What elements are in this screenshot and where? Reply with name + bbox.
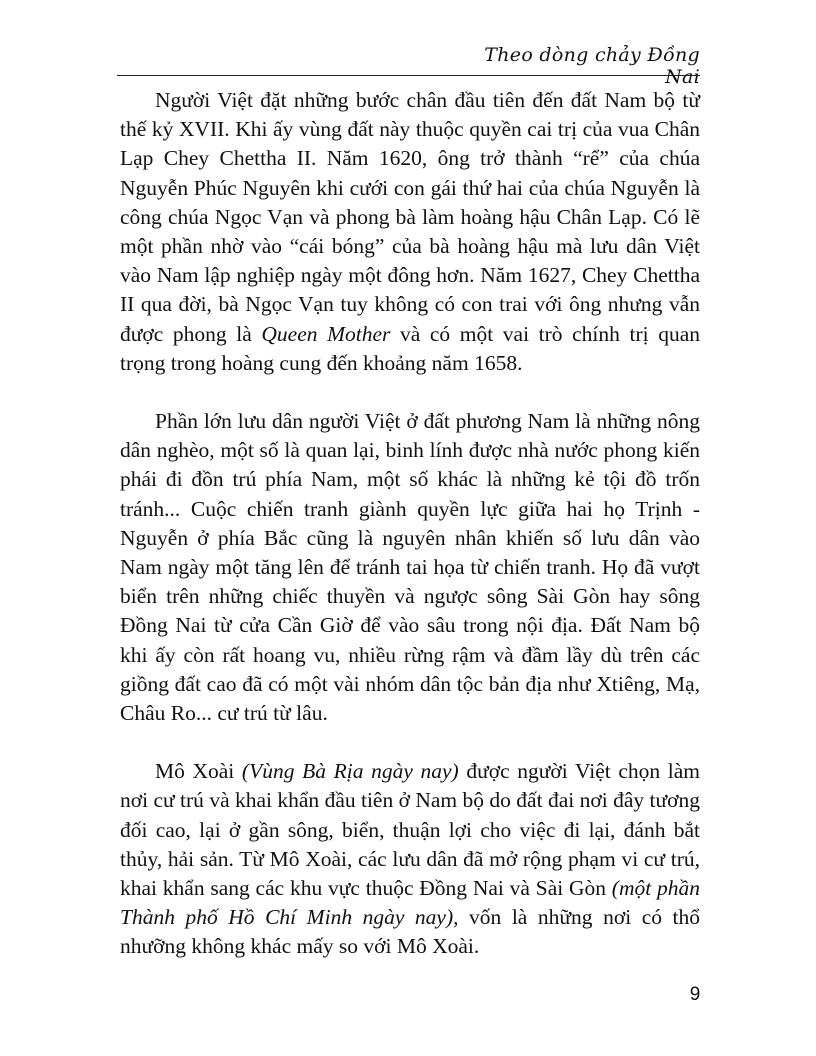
- paragraph-3-text-mid: được người Việt chọn làm nơi cư trú và khai khẩn đầu tiên ở Nam bộ do đất đai nơi đây tương đối cao, lại ở gần sông, biển, thuận lợi cho việc đi lại, đánh bắt thủy, hải sản. Từ Mô Xoài, các lưu dân đã mở rộng phạm vi cư trú, khai khẩn sang các khu vực thuộc Đồng Nai và Sài Gòn: [120, 759, 701, 901]
- paragraph-3-italic-note-ba-ria: (Vùng Bà Rịa ngày nay): [241, 759, 459, 784]
- paragraph-1-italic-queen-mother: Queen Mother: [261, 321, 391, 346]
- body-text: [120, 86, 700, 962]
- paragraph-3: [120, 757, 700, 961]
- paragraph-1-text-end: và có một vai trò chính trị quan trọng trong hoàng cung đến khoảng năm 1658.: [120, 321, 700, 375]
- paragraph-3-text-end: , vốn là những nơi có thổ nhưỡng không khác mấy so với Mô Xoài.: [120, 905, 700, 959]
- paragraph-1-text: Người Việt đặt những bước chân đầu tiên đến đất Nam bộ từ thế kỷ XVII. Khi ấy vùng đất này thuộc quyền cai trị của vua Chân Lạp Chey Chettha II. Năm 1620, ông trở thành “rể” của chúa Nguyễn Phúc Nguyên khi cưới con gái thứ hai của chúa Nguyễn là công chúa Ngọc Vạn và phong bà làm hoàng hậu Chân Lạp. Có lẽ một phần nhờ vào “cái bóng” của bà hoàng hậu mà lưu dân Việt vào Nam lập nghiệp ngày một đông hơn. Năm 1627, Chey Chettha II qua đời, bà Ngọc Vạn tuy không có con trai với ông nhưng vẫn được phong là: [120, 88, 700, 346]
- paragraph-3-text: Mô Xoài: [155, 759, 242, 784]
- header-rule: [117, 75, 700, 76]
- paragraph-2: [120, 407, 700, 728]
- paragraph-3-italic-note-hcmc: (một phần Thành phố Hồ Chí Minh ngày nay): [120, 876, 700, 930]
- paragraph-2-text: Phần lớn lưu dân người Việt ở đất phương Nam là những nông dân nghèo, một số là quan lại, binh lính được nhà nước phong kiến phái đi đồn trú phía Nam, một số khác là những kẻ tội đồ trốn tránh... Cuộc chiến tranh giành quyền lực giữa hai họ Trịnh - Nguyễn ở phía Bắc cũng là nguyên nhân khiến số lưu dân vào Nam ngày một tăng lên để tránh tai họa từ chiến tranh. Họ đã vượt biển trên những chiếc thuyền và ngược sông Sài Gòn hay sông Đồng Nai từ cửa Cần Giờ để vào sâu trong nội địa. Đất Nam bộ khi ấy còn rất hoang vu, nhiều rừng rậm và đầm lầy dù trên các giồng đất cao đã có một vài nhóm dân tộc bản địa như Xtiêng, Mạ, Châu Ro... cư trú từ lâu.: [120, 409, 700, 726]
- running-header-title: Theo dòng chảy Đồng Nai: [484, 44, 700, 88]
- page-number: 9: [689, 984, 701, 1005]
- paragraph-1: [120, 86, 700, 378]
